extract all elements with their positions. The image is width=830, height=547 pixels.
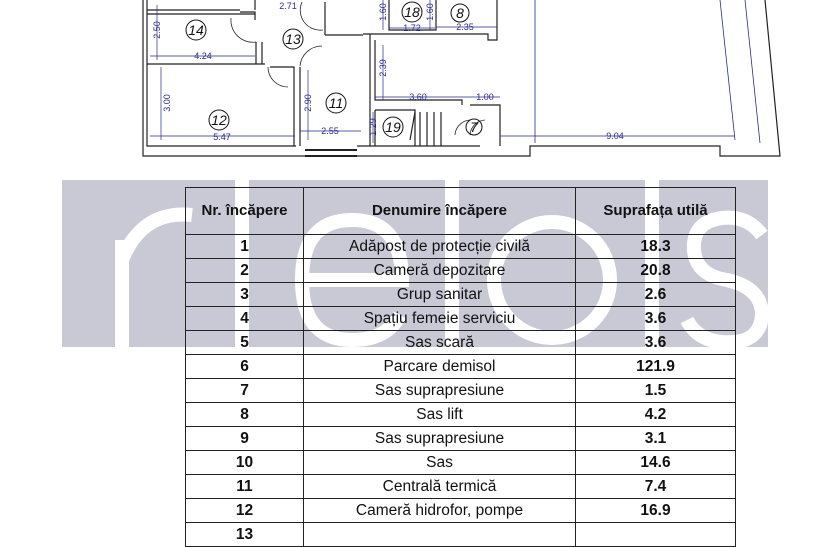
room-13-label: 13 [285,31,301,47]
header-room-number: Nr. încăpere [186,188,304,235]
room-11-label: 11 [328,95,344,111]
table-row [186,259,736,283]
cell-room-number: 2 [186,259,304,283]
dim-label: 5.47 [213,132,231,142]
dim-label: 1.72 [403,23,421,33]
cell-room-number: 6 [186,355,304,379]
cell-room-number: 3 [186,283,304,307]
floor-plan [0,0,830,165]
table-row [186,523,736,547]
table-row [186,235,736,259]
table-row [186,427,736,451]
cell-usable-area: 121.9 [576,355,736,379]
cell-room-name: Grup sanitar [304,283,576,307]
cell-room-name: Parcare demisol [304,355,576,379]
room-8-label: 8 [456,5,464,21]
cell-usable-area: 4.2 [576,403,736,427]
cell-usable-area [576,523,736,547]
table-header-row [186,188,736,235]
cell-room-name: Sas suprapresiune [304,379,576,403]
table-row [186,283,736,307]
cell-usable-area: 3.1 [576,427,736,451]
dim-label: 4.24 [194,51,212,61]
dim-label: 3.00 [162,94,172,112]
room-12-label: 12 [211,112,227,128]
cell-room-name: Sas [304,451,576,475]
cell-room-name: Cameră depozitare [304,259,576,283]
dim-label: 2.71 [279,1,297,11]
cell-room-name: Sas scară [304,331,576,355]
dim-label: 2.50 [152,21,162,39]
table-row [186,331,736,355]
cell-usable-area: 18.3 [576,235,736,259]
cell-usable-area: 2.6 [576,283,736,307]
door-swings [231,2,485,135]
cell-usable-area: 3.6 [576,331,736,355]
table-row [186,499,736,523]
dim-label: 2.90 [303,94,313,112]
cell-room-name: Sas lift [304,403,576,427]
cell-room-number: 4 [186,307,304,331]
table-row [186,379,736,403]
cell-usable-area: 20.8 [576,259,736,283]
cell-room-number: 5 [186,331,304,355]
cell-room-number: 7 [186,379,304,403]
cell-room-name: Centrală termică [304,475,576,499]
rooms-table [185,187,736,547]
cell-room-number: 9 [186,427,304,451]
room-19-label: 19 [385,119,401,135]
dim-label: 2.39 [378,59,388,77]
cell-room-name: Adăpost de protecție civilă [304,235,576,259]
cell-room-number: 12 [186,499,304,523]
table-row [186,355,736,379]
cell-room-name: Sas suprapresiune [304,427,576,451]
header-room-name: Denumire încăpere [304,188,576,235]
room-14-label: 14 [188,22,204,38]
cell-room-name: Cameră hidrofor, pompe [304,499,576,523]
cell-usable-area: 14.6 [576,451,736,475]
room-7-label: 7 [470,119,478,135]
table-row [186,475,736,499]
cell-room-number: 13 [186,523,304,547]
dim-label: 1.60 [378,3,388,21]
cell-usable-area: 16.9 [576,499,736,523]
dim-label: 2.55 [321,126,339,136]
dim-label: 3.60 [409,92,427,102]
cell-room-number: 10 [186,451,304,475]
dimension-lines [150,0,735,143]
dim-label: 2.35 [456,22,474,32]
table-row [186,451,736,475]
cell-usable-area: 1.5 [576,379,736,403]
cell-room-number: 11 [186,475,304,499]
dim-label: 1.29 [368,118,378,136]
table-row [186,307,736,331]
cell-usable-area: 7.4 [576,475,736,499]
dim-label: 1.60 [425,3,435,21]
dim-label: 9.04 [606,131,624,141]
cell-room-number: 1 [186,235,304,259]
room-labels [186,2,482,137]
dim-label: 1.00 [476,92,494,102]
cell-usable-area: 3.6 [576,307,736,331]
room-18-label: 18 [404,4,420,20]
cell-room-name: Spațiu femeie serviciu [304,307,576,331]
cell-room-name [304,523,576,547]
cell-room-number: 8 [186,403,304,427]
table-body [186,235,736,547]
table-row [186,403,736,427]
header-usable-area: Suprafața utilă [576,188,736,235]
